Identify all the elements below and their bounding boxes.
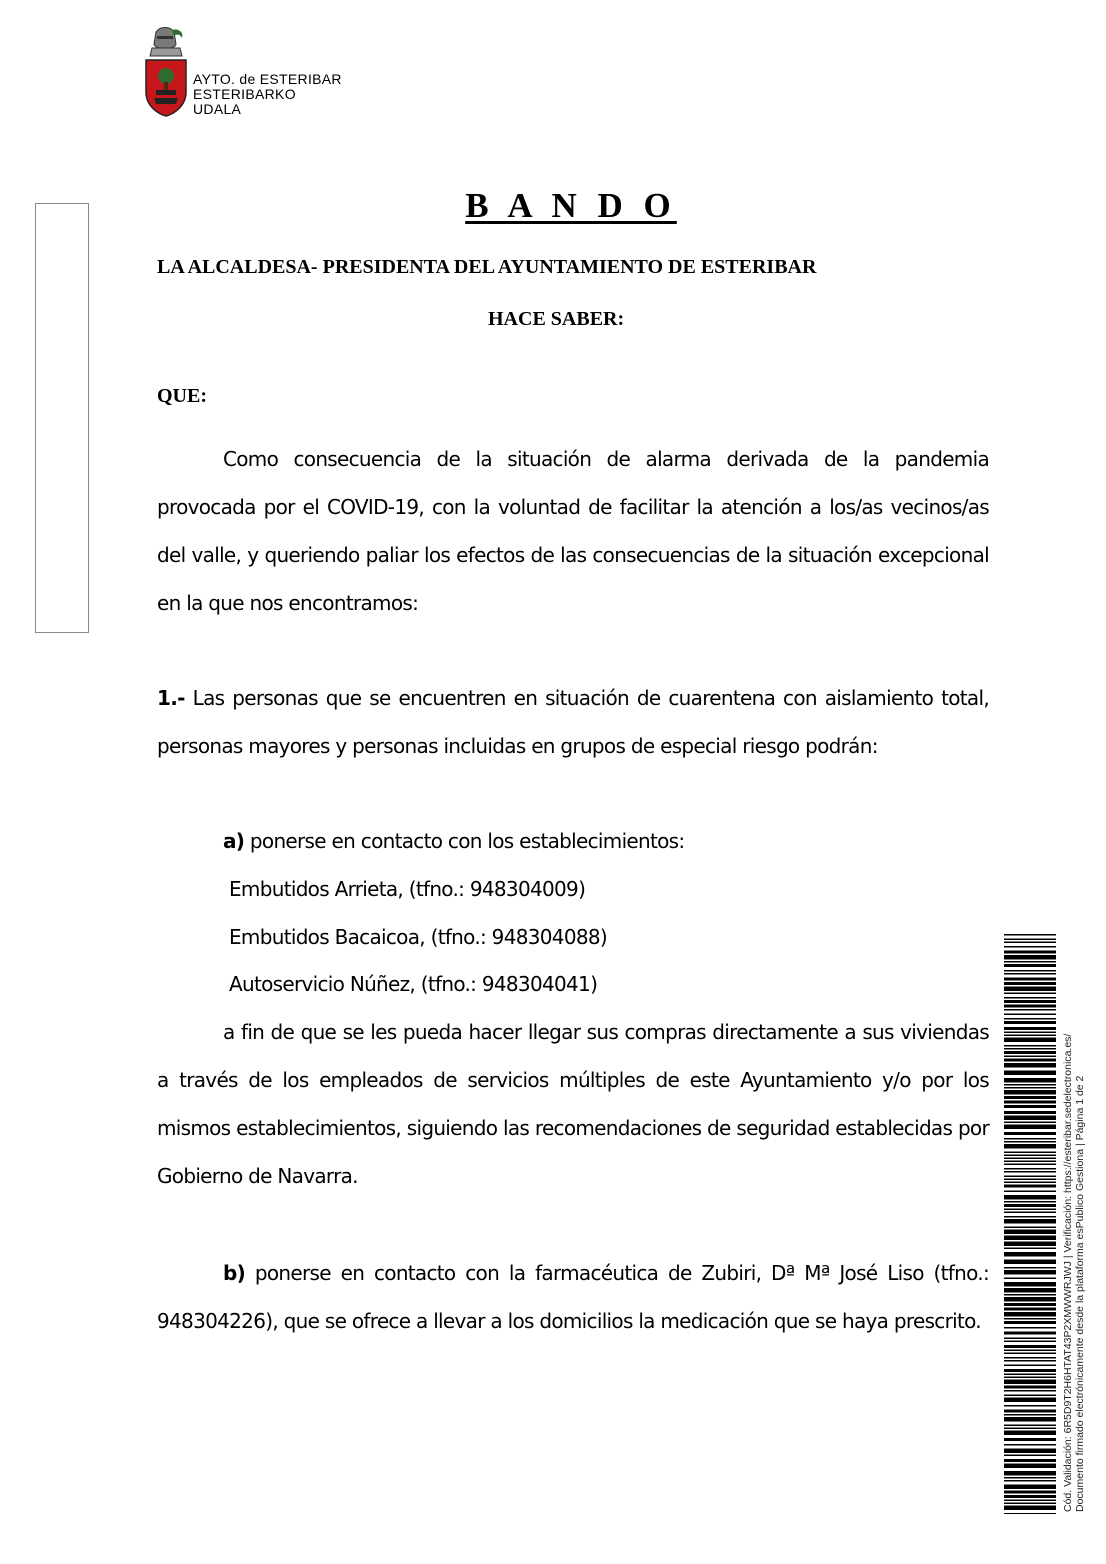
item-a-line — [223, 829, 684, 853]
issuer-heading: LA ALCALDESA- PRESIDENTA DEL AYUNTAMIENTO DE ESTERIBAR — [157, 256, 817, 278]
signature-box — [35, 203, 89, 633]
coat-of-arms-icon — [142, 26, 192, 118]
logo-line-1: AYTO. de ESTERIBAR — [193, 71, 342, 87]
document-title: B A N D O — [465, 186, 677, 225]
verification-line-1: Cód. Validación: 6R5D9T2H6HTAT43P2XMWWRJWJ | Verificación: https://esteribar.sedelectronica.es/ — [1062, 1033, 1074, 1512]
que-heading: QUE: — [157, 385, 207, 407]
point-1-number: 1.- — [157, 686, 185, 710]
point-1-text: Las personas que se encuentren en situación de cuarentena con aislamiento total, personas mayores y personas incluidas en grupos de especial riesgo podrán: — [157, 686, 989, 758]
item-a-text: ponerse en contacto con los establecimientos: — [249, 829, 685, 853]
item-a-label: a) — [223, 829, 245, 853]
hace-saber-heading: HACE SABER: — [488, 308, 625, 330]
barcode-icon — [1004, 934, 1056, 1514]
municipal-logo — [142, 26, 342, 118]
item-a-followup: a fin de que se les pueda hacer llegar sus compras directamente a sus viviendas a través de los empleados de servicios múltiples de este Ayuntamiento y/o por los mismos establecimientos, siguiendo las recomendaciones de seguridad establecidas por Gobierno de Navarra. — [157, 1020, 989, 1188]
verification-line-2: Documento firmado electrónicamente desde la plataforma esPublico Gestiona | Página 1 de 2 — [1074, 1075, 1086, 1512]
verification-text — [1062, 952, 1086, 1512]
item-b-paragraph — [157, 1249, 989, 1345]
item-b-text: ponerse en contacto con la farmacéutica de Zubiri, Dª Mª José Liso (tfno.: 948304226), que se ofrece a llevar a los domicilios la medicación que se haya prescrito. — [157, 1261, 989, 1333]
intro-paragraph: Como consecuencia de la situación de alarma derivada de la pandemia provocada por el COVID-19, con la voluntad de facilitar la atención a los/as vecinos/as del valle, y queriendo paliar los efectos de las consecuencias de la situación excepcional en la que nos encontramos: — [157, 447, 989, 615]
item-b-label: b) — [223, 1261, 246, 1285]
establishment-2: Embutidos Bacaicoa, (tfno.: 948304088) — [229, 925, 608, 949]
establishment-3: Autoservicio Núñez, (tfno.: 948304041) — [229, 972, 598, 996]
point-1-paragraph — [157, 674, 989, 770]
establishment-1: Embutidos Arrieta, (tfno.: 948304009) — [229, 877, 586, 901]
logo-line-2: ESTERIBARKO UDALA — [193, 86, 296, 117]
